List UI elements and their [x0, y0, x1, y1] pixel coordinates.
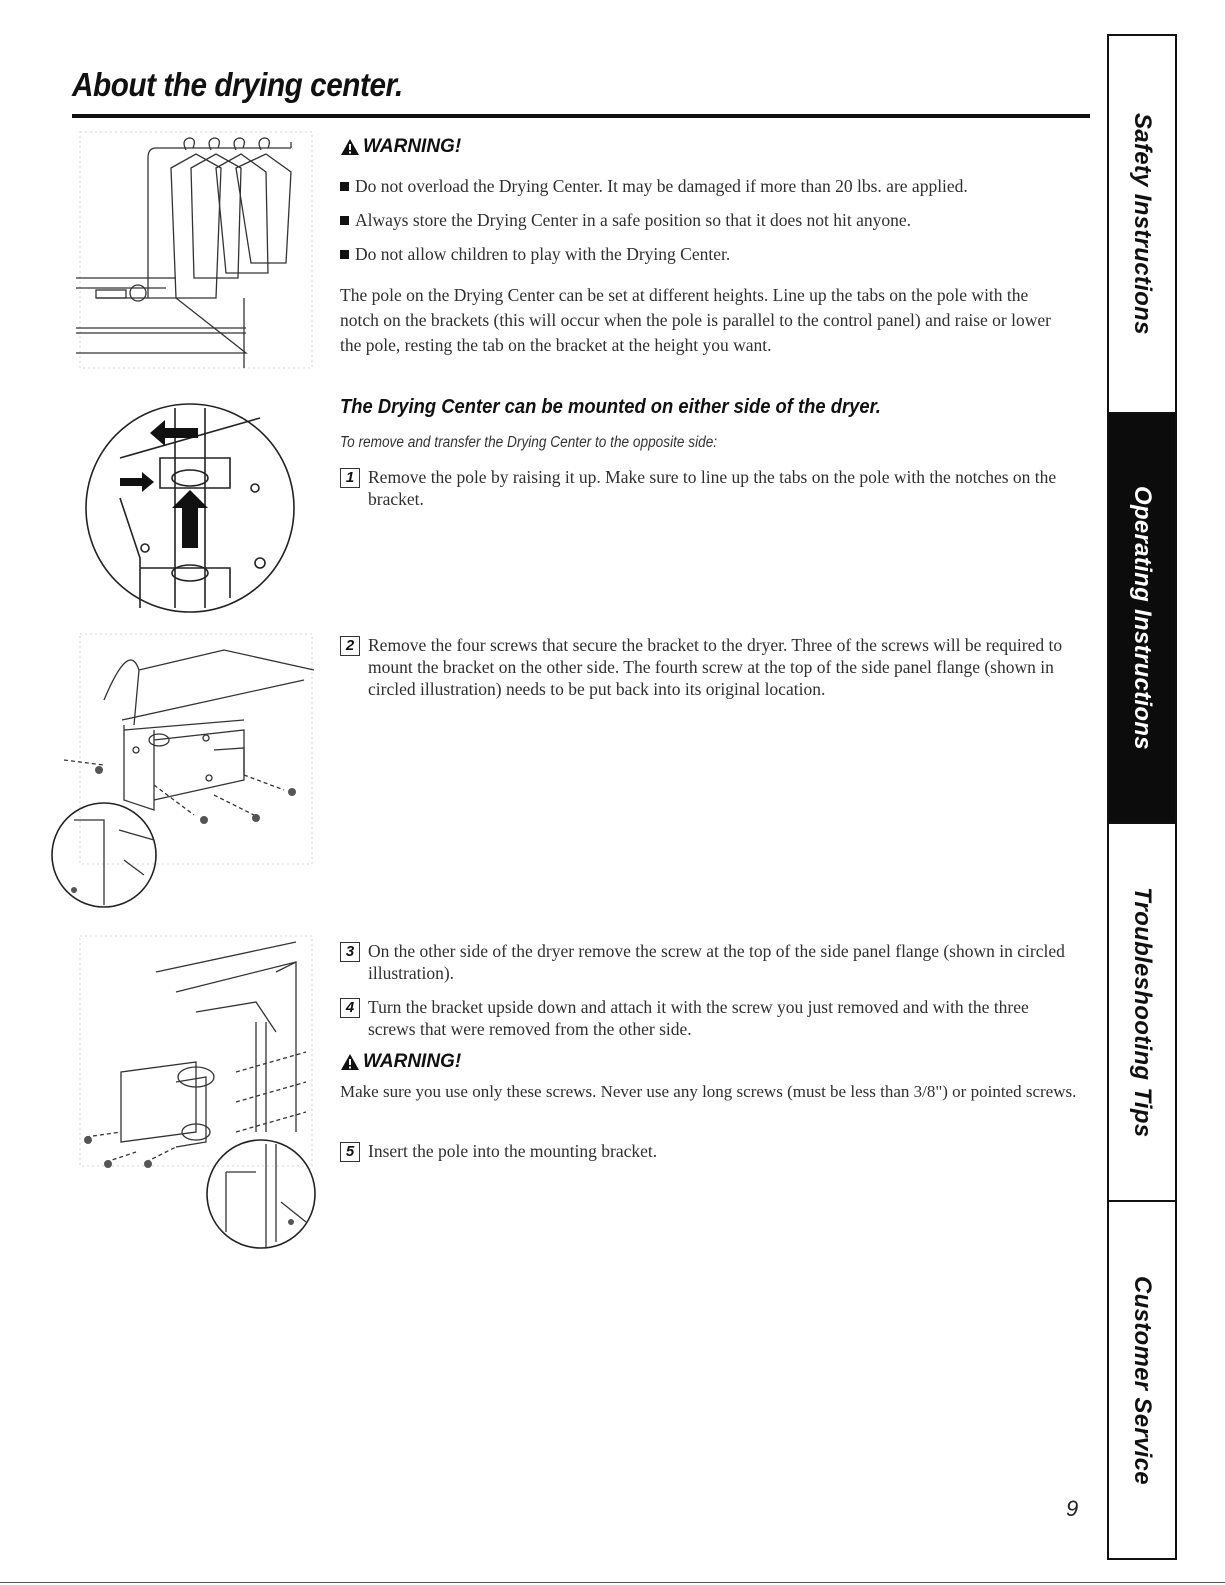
warning-label: WARNING!: [363, 136, 462, 157]
pole-removal-illustration: [80, 398, 300, 616]
tab-customer-service[interactable]: [1109, 1200, 1175, 1558]
warning-triangle-icon: [340, 1053, 360, 1071]
warning-triangle-icon: [340, 138, 360, 156]
step-text: Remove the four screws that secure the bracket to the dryer. Three of the screws will be required to mount the bracket on the other side. The fourth screw at the top of the side panel flange (shown in circled illustration) needs to be put back into its original location.: [368, 635, 1063, 699]
intro-paragraph: The pole on the Drying Center can be set at different heights. Line up the tabs on the pole with the notch on the brackets (this will occur when the pole is parallel to the control panel) and raise or lower the pole, resting the tab on the bracket at the height you want.: [340, 285, 1051, 355]
warning-list: [340, 174, 1080, 267]
step-2: [340, 634, 1075, 700]
step-1: [340, 466, 1060, 510]
section-sidebar: [1107, 34, 1177, 1560]
tab-label: Troubleshooting Tips: [1129, 886, 1156, 1138]
tab-safety-instructions[interactable]: [1109, 36, 1175, 412]
step-text: Insert the pole into the mounting bracket.: [368, 1141, 658, 1161]
step-number: 4: [340, 998, 360, 1018]
warning-bullet: [340, 208, 1080, 233]
warning-bullet-text: Do not overload the Drying Center. It may be damaged if more than 20 lbs. are applied.: [355, 176, 968, 196]
title-divider: [72, 114, 1090, 118]
warning-bullet-text: Always store the Drying Center in a safe position so that it does not hit anyone.: [355, 210, 912, 230]
step-number: 5: [340, 1142, 360, 1162]
warning-bullet-text: Do not allow children to play with the Drying Center.: [355, 244, 731, 264]
step-text: Turn the bracket upside down and attach it with the screw you just removed and with the three screws that were removed from the other side.: [368, 997, 1029, 1039]
bullet-square: [340, 250, 349, 259]
warning-text: Make sure you use only these screws. Never use any long screws (must be less than 3/8") or pointed screws.: [340, 1082, 1077, 1101]
warning-heading: [340, 1051, 461, 1073]
step-number: 1: [340, 468, 360, 488]
step-5: [340, 1140, 1080, 1162]
warning-bullet: [340, 174, 1080, 199]
step-text: On the other side of the dryer remove the screw at the top of the side panel flange (shown in circled illustration).: [368, 941, 1065, 983]
bracket-screws-illustration: [44, 630, 316, 920]
step-text: Remove the pole by raising it up. Make sure to line up the tabs on the pole with the notches on the bracket.: [368, 467, 1057, 509]
bullet-square: [340, 182, 349, 191]
bottom-divider: [0, 1582, 1225, 1583]
page-number: 9: [1066, 1496, 1079, 1521]
step-4: [340, 996, 1080, 1040]
tab-troubleshooting-tips[interactable]: [1109, 822, 1175, 1200]
section-subheading: To remove and transfer the Drying Center to the opposite side:: [340, 434, 718, 451]
warning-heading: [340, 136, 461, 158]
section-heading: The Drying Center can be mounted on either side of the dryer.: [340, 396, 881, 418]
warning-bullet: [340, 242, 1080, 267]
drying-rack-illustration: [76, 128, 316, 373]
tab-label: Safety Instructions: [1129, 113, 1156, 335]
tab-operating-instructions[interactable]: [1109, 412, 1175, 822]
warning-label: WARNING!: [363, 1051, 462, 1072]
step-3: [340, 940, 1080, 984]
page-title: About the drying center.: [72, 66, 403, 103]
tab-label: Customer Service: [1129, 1275, 1156, 1485]
bracket-mounted-illustration: [76, 932, 316, 1252]
bullet-square: [340, 216, 349, 225]
step-number: 2: [340, 636, 360, 656]
tab-label: Operating Instructions: [1129, 486, 1156, 750]
step-number: 3: [340, 942, 360, 962]
